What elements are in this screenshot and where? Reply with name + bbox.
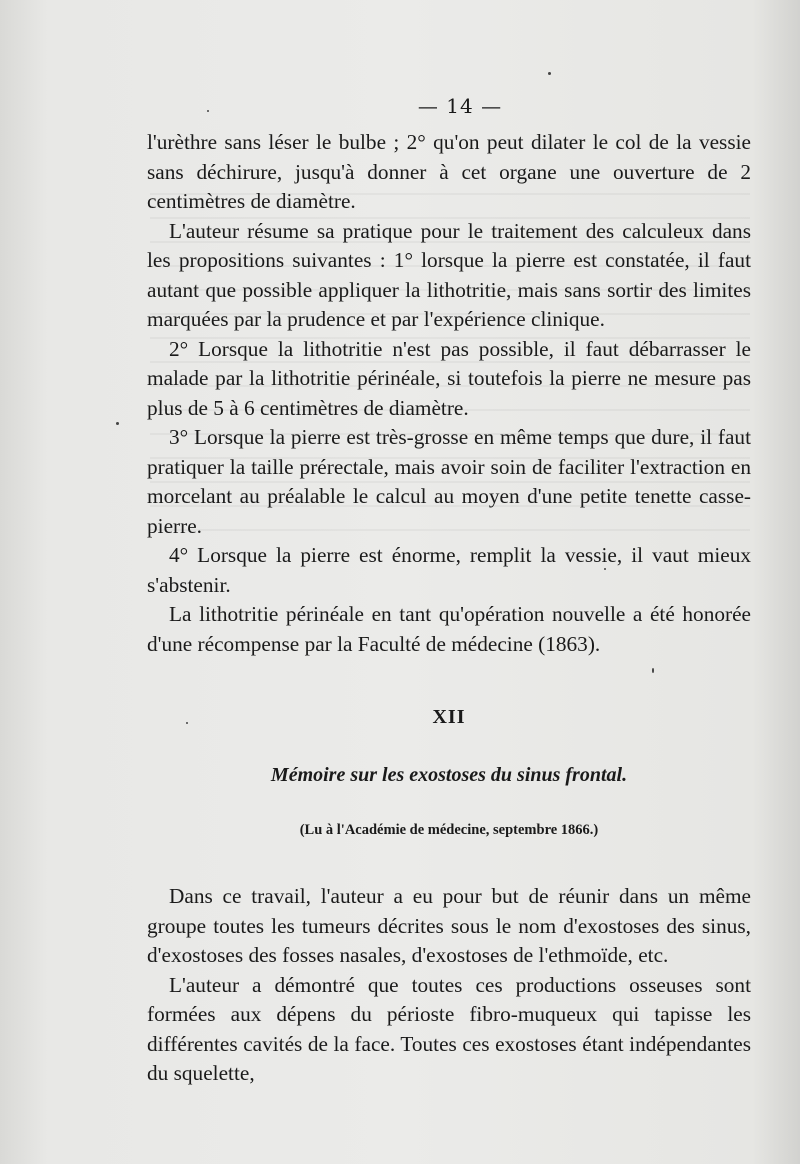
body-text-bottom bbox=[147, 882, 751, 1089]
paragraph: L'auteur a démontré que toutes ces productions osseuses sont formées aux dépens du périoste fibro-muqueux qui tapisse les différentes cavités de la face. Toutes ces exostoses étant indépendantes du squelette, bbox=[147, 972, 751, 1085]
paragraph: 4° Lorsque la pierre est énorme, remplit la vessie, il vaut mieux s'abstenir. bbox=[147, 543, 751, 597]
scan-speck bbox=[207, 110, 209, 112]
scan-speck bbox=[186, 722, 188, 724]
paragraph: l'urèthre sans léser le bulbe ; 2° qu'on peut dilater le col de la vessie sans déchirure, jusqu'à donner à cet organe une ouverture de 2 centimètres de diamètre. bbox=[147, 130, 751, 213]
body-text-top bbox=[147, 128, 751, 659]
section-subtitle: (Lu à l'Académie de médecine, septembre 1866.) bbox=[299, 822, 599, 838]
paragraph: La lithotritie périnéale en tant qu'opération nouvelle a été honorée d'une récompense par la Faculté de médecine (1863). bbox=[147, 602, 751, 656]
paragraph: Dans ce travail, l'auteur a eu pour but de réunir dans un même groupe toutes les tumeurs décrites sous le nom d'exostoses des sinus, d'exostoses des fosses nasales, d'exostoses de l'ethmoïde, etc. bbox=[147, 884, 751, 967]
scan-speck bbox=[116, 422, 119, 425]
scan-speck bbox=[548, 72, 551, 75]
paragraph: L'auteur résume sa pratique pour le traitement des calculeux dans les propositions suivantes : 1° lorsque la pierre est constatée, il faut autant que possible appliquer la lithotritie, mais sans sortir des limites marquées par la prudence et par l'expérience clinique. bbox=[147, 218, 751, 331]
scan-speck bbox=[652, 668, 654, 673]
page-number: — 14 — bbox=[417, 94, 503, 118]
paragraph: 3° Lorsque la pierre est très-grosse en même temps que dure, il faut pratiquer la taille prérectale, mais avoir soin de faciliter l'extraction en morcelant au préalable le calcul au moyen d'une petite tenette casse-pierre. bbox=[147, 425, 751, 538]
section-number: XII bbox=[432, 706, 466, 728]
paragraph: 2° Lorsque la lithotritie n'est pas possible, il faut débarrasser le malade par la lithotritie périnéale, si toutefois la pierre ne mesure pas plus de 5 à 6 centimètres de diamètre. bbox=[147, 336, 751, 420]
scan-speck bbox=[604, 568, 606, 570]
section-title: Mémoire sur les exostoses du sinus frontal. bbox=[270, 764, 628, 786]
